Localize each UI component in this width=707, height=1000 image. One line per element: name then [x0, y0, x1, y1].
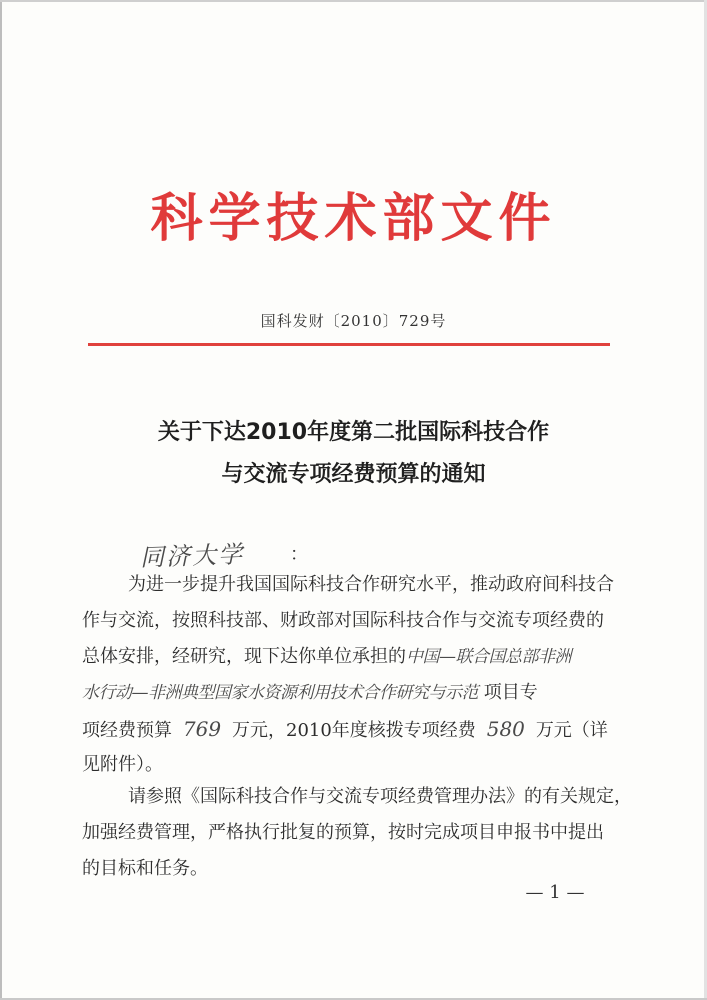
scan-edge-left [0, 0, 2, 1000]
document-number: 国科发财〔2010〕729号 [260, 312, 447, 330]
total-budget-handwritten: 769 [182, 717, 222, 741]
addressee-colon: ： [290, 544, 308, 565]
notice-title-line-2: 与交流专项经费预算的通知 [221, 462, 486, 487]
paragraph-2-line-1: 请参照《国际科技合作与交流专项经费管理办法》的有关规定， [128, 786, 632, 807]
addressee-handwritten: 同济大学 [139, 540, 245, 572]
paragraph-1 [82, 567, 617, 783]
paragraph-1-line-3 [82, 639, 617, 675]
allocation-label: 万元，2010年度核拨专项经费 [232, 720, 476, 741]
paragraph-1-line-1: 为进一步提升我国国际科技合作研究水平，推动政府间科技合 [128, 574, 614, 595]
notice-title-line-1: 关于下达2010年度第二批国际科技合作 [157, 420, 550, 445]
paragraph-1-line-6: 见附件）。 [82, 754, 163, 775]
paragraph-1-line-3-prefix: 总体安排，经研究，现下达你单位承担的 [82, 646, 406, 667]
paragraph-1-line-2: 作与交流，按照科技部、财政部对国际科技合作与交流专项经费的 [82, 610, 604, 631]
paragraph-1-line-4 [82, 675, 617, 711]
paragraph-2-line-2: 加强经费管理，严格执行批复的预算，按时完成项目申报书中提出 [82, 822, 604, 843]
project-name-handwritten-part-1: 中国—联合国总部非洲 [406, 647, 571, 667]
scan-edge-top [0, 0, 707, 2]
paragraph-1-line-5-suffix: 万元（详 [535, 720, 608, 741]
document-header-title: 科学技术部文件 [150, 189, 557, 249]
page-number: — 1 — [525, 882, 585, 903]
project-name-handwritten-part-2: 水行动—非洲典型国家水资源利用技术合作研究与示范 [82, 683, 478, 703]
paragraph-1-line-4-suffix: 项目专 [483, 682, 538, 703]
paragraph-2-line-3: 的目标和任务。 [82, 858, 208, 879]
paragraph-1-line-5 [82, 711, 617, 747]
paragraph-2 [82, 779, 632, 887]
red-divider-rule [88, 343, 610, 346]
allocation-handwritten: 580 [486, 717, 525, 741]
budget-label: 项经费预算 [82, 720, 172, 741]
